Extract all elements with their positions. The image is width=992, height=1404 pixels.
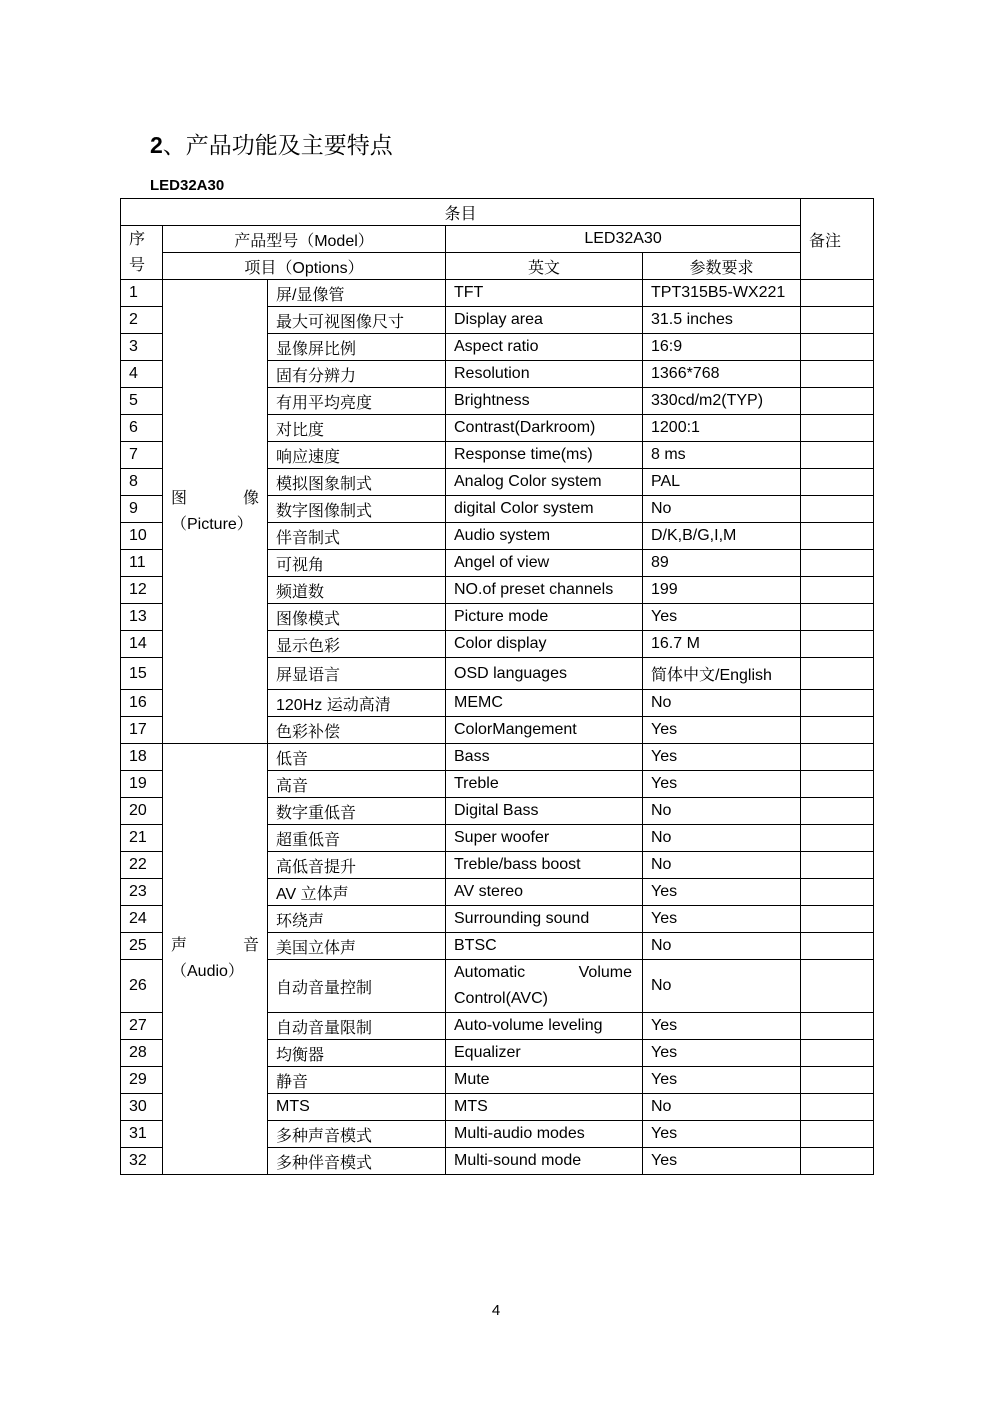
item-name: 伴音制式	[268, 523, 446, 550]
item-value: No	[643, 1094, 801, 1121]
item-english-part: Volume	[578, 964, 632, 981]
item-value: D/K,B/G,I,M	[643, 523, 801, 550]
item-name: 高音	[268, 771, 446, 798]
item-name: 可视角	[268, 550, 446, 577]
item-english: Aspect ratio	[446, 334, 643, 361]
item-remark	[801, 852, 874, 879]
item-remark	[801, 604, 874, 631]
item-value: Yes	[643, 771, 801, 798]
item-english: Bass	[446, 744, 643, 771]
row-number: 23	[121, 879, 163, 906]
item-english: Auto-volume leveling	[446, 1013, 643, 1040]
item-english: Contrast(Darkroom)	[446, 415, 643, 442]
row-number: 29	[121, 1067, 163, 1094]
item-english: NO.of preset channels	[446, 577, 643, 604]
header-remark: 备注	[801, 199, 874, 280]
item-remark	[801, 334, 874, 361]
row-number: 25	[121, 933, 163, 960]
item-remark	[801, 1067, 874, 1094]
row-number: 4	[121, 361, 163, 388]
row-number: 19	[121, 771, 163, 798]
item-english: Equalizer	[446, 1040, 643, 1067]
item-value: 8 ms	[643, 442, 801, 469]
item-name: 超重低音	[268, 825, 446, 852]
item-english: Audio system	[446, 523, 643, 550]
item-value: Yes	[643, 1013, 801, 1040]
item-english-part: Automatic	[454, 964, 526, 981]
header-seq	[121, 226, 163, 280]
item-remark	[801, 798, 874, 825]
item-value: Yes	[643, 1067, 801, 1094]
item-value: No	[643, 798, 801, 825]
header-english: 英文	[446, 253, 643, 280]
item-name: 有用平均亮度	[268, 388, 446, 415]
item-remark	[801, 771, 874, 798]
item-remark	[801, 744, 874, 771]
item-value: PAL	[643, 469, 801, 496]
item-remark	[801, 307, 874, 334]
item-value: No	[643, 690, 801, 717]
item-english: Mute	[446, 1067, 643, 1094]
item-english: digital Color system	[446, 496, 643, 523]
item-name: 数字图像制式	[268, 496, 446, 523]
item-remark	[801, 879, 874, 906]
group-zh-left: 图	[171, 489, 188, 507]
item-remark	[801, 577, 874, 604]
item-name: 环绕声	[268, 906, 446, 933]
item-name: AV 立体声	[268, 879, 446, 906]
item-remark	[801, 415, 874, 442]
item-remark	[801, 442, 874, 469]
item-value: 330cd/m2(TYP)	[643, 388, 801, 415]
item-name: 均衡器	[268, 1040, 446, 1067]
spec-table	[120, 198, 874, 1175]
item-english: TFT	[446, 280, 643, 307]
item-value: 89	[643, 550, 801, 577]
item-remark	[801, 496, 874, 523]
item-name: 图像模式	[268, 604, 446, 631]
item-name: 多种声音模式	[268, 1121, 446, 1148]
row-number: 12	[121, 577, 163, 604]
header-model-label: 产品型号（Model）	[163, 226, 446, 253]
row-number: 32	[121, 1148, 163, 1175]
item-name: 高低音提升	[268, 852, 446, 879]
item-value: Yes	[643, 906, 801, 933]
item-remark	[801, 631, 874, 658]
item-name: 多种伴音模式	[268, 1148, 446, 1175]
header-item: 条目	[121, 199, 801, 226]
model-label: LED32A30	[150, 177, 225, 194]
item-english: Brightness	[446, 388, 643, 415]
item-remark	[801, 1013, 874, 1040]
item-value: Yes	[643, 717, 801, 744]
row-number: 3	[121, 334, 163, 361]
item-english: Multi-sound mode	[446, 1148, 643, 1175]
item-remark	[801, 550, 874, 577]
header-seq-bottom: 号	[129, 256, 146, 274]
item-english: Picture mode	[446, 604, 643, 631]
row-number: 1	[121, 280, 163, 307]
row-number: 31	[121, 1121, 163, 1148]
item-value: TPT315B5-WX221	[643, 280, 801, 307]
item-value: 简体中文/English	[643, 658, 801, 690]
group-zh-left: 声	[171, 937, 188, 954]
item-english: Display area	[446, 307, 643, 334]
row-number: 22	[121, 852, 163, 879]
row-number: 18	[121, 744, 163, 771]
item-name: 对比度	[268, 415, 446, 442]
header-row-3	[121, 253, 874, 280]
item-english: BTSC	[446, 933, 643, 960]
item-name: 色彩补偿	[268, 717, 446, 744]
item-remark	[801, 388, 874, 415]
item-remark	[801, 690, 874, 717]
item-english: MEMC	[446, 690, 643, 717]
item-name: 固有分辨力	[268, 361, 446, 388]
group-zh-right: 音	[242, 937, 259, 954]
item-english: ColorMangement	[446, 717, 643, 744]
row-number: 20	[121, 798, 163, 825]
row-number: 11	[121, 550, 163, 577]
row-number: 10	[121, 523, 163, 550]
group-en: （Picture）	[171, 515, 253, 533]
item-english: Multi-audio modes	[446, 1121, 643, 1148]
item-value: No	[643, 933, 801, 960]
header-param: 参数要求	[643, 253, 801, 280]
item-name: 120Hz 运动高清	[268, 690, 446, 717]
item-name: 数字重低音	[268, 798, 446, 825]
row-number: 6	[121, 415, 163, 442]
header-model-value: LED32A30	[446, 226, 801, 253]
item-remark	[801, 933, 874, 960]
item-remark	[801, 717, 874, 744]
item-name: 美国立体声	[268, 933, 446, 960]
header-row-2	[121, 226, 874, 253]
group-zh	[171, 486, 259, 512]
group-en: （Audio）	[171, 963, 244, 980]
item-value: 16.7 M	[643, 631, 801, 658]
item-english	[446, 960, 643, 1013]
item-name: 自动音量限制	[268, 1013, 446, 1040]
item-value: No	[643, 496, 801, 523]
row-number: 21	[121, 825, 163, 852]
item-value: Yes	[643, 1148, 801, 1175]
item-english: Angel of view	[446, 550, 643, 577]
item-value: Yes	[643, 879, 801, 906]
item-remark	[801, 825, 874, 852]
item-remark	[801, 1040, 874, 1067]
row-number: 2	[121, 307, 163, 334]
row-number: 16	[121, 690, 163, 717]
page-number: 4	[491, 1302, 501, 1319]
item-name: 最大可视图像尺寸	[268, 307, 446, 334]
item-english: Response time(ms)	[446, 442, 643, 469]
header-seq-top: 序	[129, 230, 146, 248]
item-value: 199	[643, 577, 801, 604]
section-number: 2	[150, 132, 163, 158]
item-english: MTS	[446, 1094, 643, 1121]
item-english: Super woofer	[446, 825, 643, 852]
item-name: 模拟图象制式	[268, 469, 446, 496]
group-zh	[171, 933, 259, 959]
item-remark	[801, 280, 874, 307]
header-options: 项目（Options）	[163, 253, 446, 280]
group-zh-right: 像	[242, 489, 259, 507]
row-number: 15	[121, 658, 163, 690]
item-english: OSD languages	[446, 658, 643, 690]
row-number: 17	[121, 717, 163, 744]
item-value: No	[643, 825, 801, 852]
row-number: 9	[121, 496, 163, 523]
item-value: 16:9	[643, 334, 801, 361]
item-value: 31.5 inches	[643, 307, 801, 334]
item-english-part: Control(AVC)	[454, 990, 548, 1007]
item-english: Digital Bass	[446, 798, 643, 825]
row-number: 13	[121, 604, 163, 631]
item-value: No	[643, 852, 801, 879]
item-name: MTS	[268, 1094, 446, 1121]
item-name: 屏显语言	[268, 658, 446, 690]
item-remark	[801, 469, 874, 496]
row-number: 27	[121, 1013, 163, 1040]
item-value: Yes	[643, 604, 801, 631]
item-name: 频道数	[268, 577, 446, 604]
group-picture	[163, 280, 268, 744]
item-english: Resolution	[446, 361, 643, 388]
section-title: 、产品功能及主要特点	[162, 132, 393, 158]
item-name: 显像屏比例	[268, 334, 446, 361]
item-name: 屏/显像管	[268, 280, 446, 307]
table-row	[121, 280, 874, 307]
header-row-1	[121, 199, 874, 226]
group-audio	[163, 744, 268, 1175]
row-number: 5	[121, 388, 163, 415]
item-name: 低音	[268, 744, 446, 771]
item-english: Treble	[446, 771, 643, 798]
item-english: Analog Color system	[446, 469, 643, 496]
row-number: 7	[121, 442, 163, 469]
item-english: Color display	[446, 631, 643, 658]
item-remark	[801, 658, 874, 690]
section-heading	[150, 128, 393, 162]
item-english: Surrounding sound	[446, 906, 643, 933]
row-number: 24	[121, 906, 163, 933]
item-remark	[801, 1148, 874, 1175]
item-name: 静音	[268, 1067, 446, 1094]
item-value: Yes	[643, 1040, 801, 1067]
item-value: 1200:1	[643, 415, 801, 442]
item-english: Treble/bass boost	[446, 852, 643, 879]
row-number: 30	[121, 1094, 163, 1121]
row-number: 14	[121, 631, 163, 658]
row-number: 26	[121, 960, 163, 1013]
item-remark	[801, 1094, 874, 1121]
item-value: Yes	[643, 744, 801, 771]
item-name: 自动音量控制	[268, 960, 446, 1013]
row-number: 8	[121, 469, 163, 496]
item-value: Yes	[643, 1121, 801, 1148]
item-remark	[801, 361, 874, 388]
item-remark	[801, 960, 874, 1013]
item-name: 显示色彩	[268, 631, 446, 658]
row-number: 28	[121, 1040, 163, 1067]
table-row	[121, 744, 874, 771]
item-remark	[801, 1121, 874, 1148]
item-name: 响应速度	[268, 442, 446, 469]
item-value: 1366*768	[643, 361, 801, 388]
item-remark	[801, 523, 874, 550]
item-english: AV stereo	[446, 879, 643, 906]
item-remark	[801, 906, 874, 933]
item-value: No	[643, 960, 801, 1013]
